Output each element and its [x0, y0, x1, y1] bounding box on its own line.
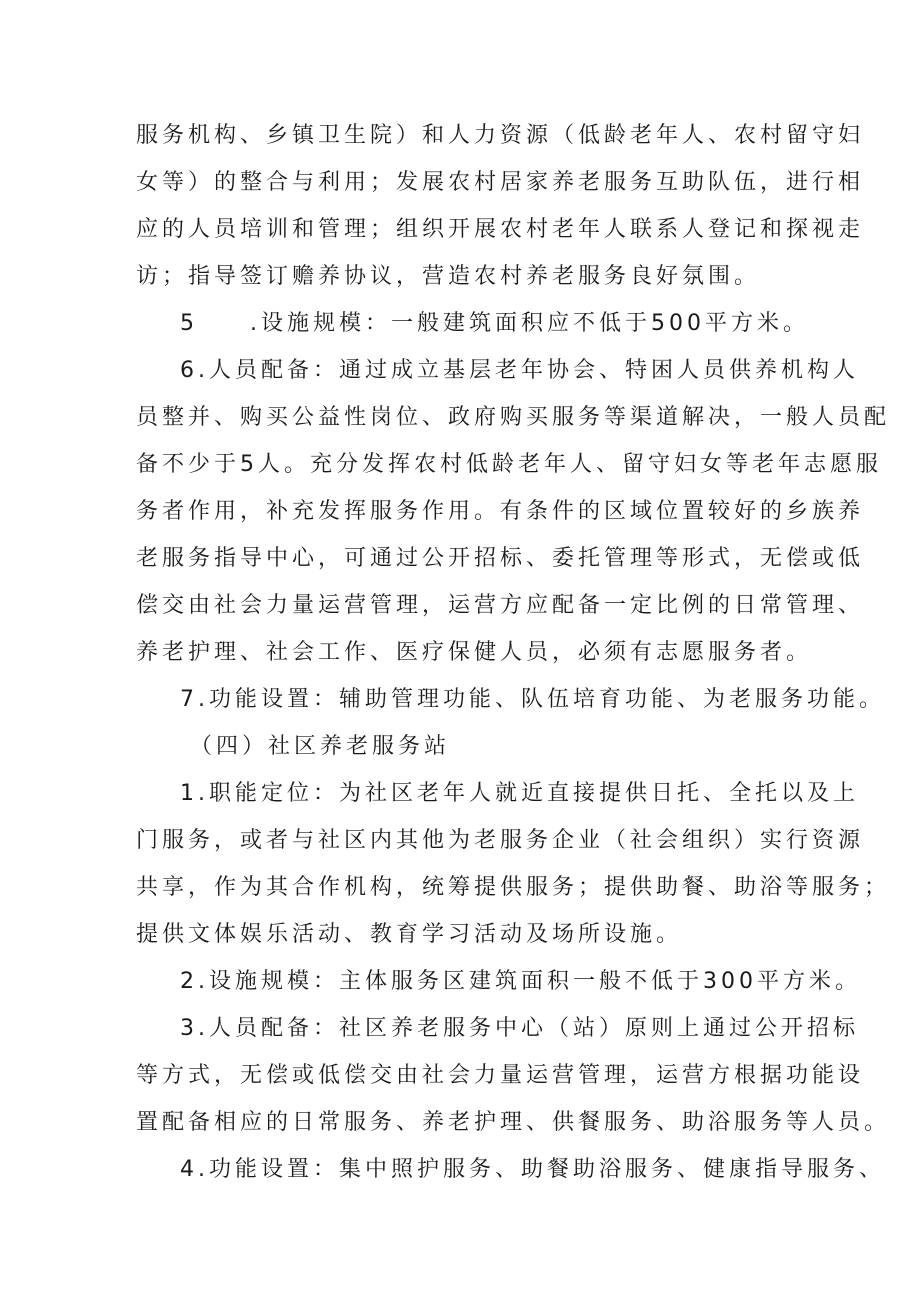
text-line-8: 备不少于5人。充分发挥农村低龄老年人、留守妇女等老年志愿服 — [136, 452, 882, 477]
text-line-11: 偿交由社会力量运营管理，运营方应配备一定比例的日常管理、 — [136, 593, 865, 618]
text-line-12: 养老护理、社会工作、医疗保健人员，必须有志愿服务者。 — [136, 640, 813, 665]
text-line-5: 5 .设施规模：一般建筑面积应不低于500平方米。 — [180, 311, 809, 336]
text-line-6: 6.人员配备：通过成立基层老年协会、特困人员供养机构人 — [180, 358, 859, 383]
text-line-1: 服务机构、乡镇卫生院）和人力资源（低龄老年人、农村留守妇 — [136, 123, 865, 148]
text-line-4: 访；指导签订赡养协议，营造农村养老服务良好氛围。 — [136, 264, 761, 289]
section-heading: （四）社区养老服务站 — [190, 734, 451, 759]
text-line-15: 1.职能定位：为社区老年人就近直接提供日托、全托以及上 — [180, 781, 859, 806]
text-line-13: 7.功能设置：辅助管理功能、队伍培育功能、为老服务功能。 — [180, 687, 885, 712]
text-line-16: 门服务，或者与社区内其他为老服务企业（社会组织）实行资源 — [136, 828, 865, 853]
text-line-19: 2.设施规模：主体服务区建筑面积一般不低于300平方米。 — [180, 969, 861, 994]
text-line-17: 共享，作为其合作机构，统筹提供服务；提供助餐、助浴等服务； — [136, 875, 891, 900]
text-line-3: 应的人员培训和管理；组织开展农村老年人联系人登记和探视走 — [136, 217, 865, 242]
text-line-9: 务者作用，补充发挥服务作用。有条件的区域位置较好的乡族养 — [136, 499, 865, 524]
text-line-10: 老服务指导中心，可通过公开招标、委托管理等形式，无偿或低 — [136, 546, 865, 571]
text-line-18: 提供文体娱乐活动、教育学习活动及场所设施。 — [136, 922, 683, 947]
text-line-22: 置配备相应的日常服务、养老护理、供餐服务、助浴服务等人员。 — [136, 1110, 891, 1135]
text-line-20: 3.人员配备：社区养老服务中心（站）原则上通过公开招标 — [180, 1016, 859, 1041]
text-line-2: 女等）的整合与利用；发展农村居家养老服务互助队伍，进行相 — [136, 170, 865, 195]
text-line-23: 4.功能设置：集中照护服务、助餐助浴服务、健康指导服务、 — [180, 1157, 885, 1182]
text-line-21: 等方式，无偿或低偿交由社会力量运营管理，运营方根据功能设 — [136, 1063, 865, 1088]
text-line-7: 员整并、购买公益性岗位、政府购买服务等渠道解决，一般人员配 — [136, 405, 891, 430]
